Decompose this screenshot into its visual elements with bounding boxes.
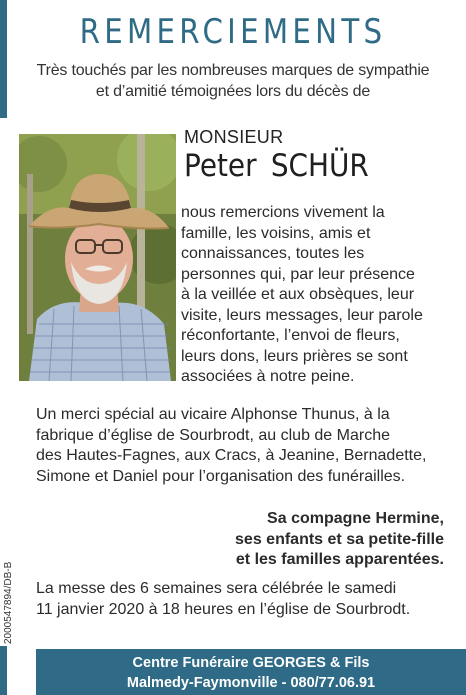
accent-bar-bottom xyxy=(0,646,7,695)
signature-line: Sa compagne Hermine, xyxy=(267,510,444,527)
mass-announcement xyxy=(36,579,410,620)
footer-contact: Malmedy-Faymonville - 080/77.06.91 xyxy=(126,675,376,691)
special-line: des Hautes-Fagnes, aux Cracs, à Jeanine, Bernadette, xyxy=(36,447,427,464)
intro-line: Très touchés par les nombreuses marques de sympathie xyxy=(36,62,430,79)
special-thanks-paragraph xyxy=(36,405,456,487)
footer-name: Centre Funéraire GEORGES & Fils xyxy=(132,655,370,671)
portrait-illustration xyxy=(19,134,176,381)
thanks-line: associées à notre peine. xyxy=(181,368,355,385)
intro-line: et d’amitié témoignées lors du décès de xyxy=(95,83,371,100)
portrait-photo xyxy=(19,134,176,381)
thanks-line: connaissances, toutes les xyxy=(181,245,365,262)
honorific: MONSIEUR xyxy=(184,127,284,147)
mass-line: La messe des 6 semaines sera célébrée le samedi xyxy=(36,580,397,597)
signature-line: et les familles apparentées. xyxy=(235,551,444,568)
deceased-name: Peter SCHÜR xyxy=(184,148,369,184)
signature-line: ses enfants et sa petite-fille xyxy=(235,530,444,548)
thanks-line: personnes qui, par leur présence xyxy=(181,265,415,283)
thanks-line: réconfortante, l’envoi de fleurs, xyxy=(181,327,400,344)
special-line: Un merci spécial au vicaire Alphonse Thunus, à la xyxy=(36,406,390,423)
page-title: REMERCIEMENTS xyxy=(79,12,387,52)
family-signature xyxy=(235,509,444,571)
reference-code: 2000547894/DB-B xyxy=(3,561,14,644)
mass-line: 11 janvier 2020 à 18 heures en l’église de Sourbrodt. xyxy=(36,600,411,618)
deceased-name-block xyxy=(184,126,389,184)
thanks-paragraph xyxy=(181,203,421,388)
funeral-home-footer xyxy=(36,649,466,695)
thanks-line: à la veillée et aux obsèques, leur xyxy=(181,286,415,303)
thanks-line: famille, les voisins, amis et xyxy=(181,224,371,242)
special-line: fabrique d’église de Sourbrodt, au club de Marche xyxy=(36,426,390,444)
special-line: Simone et Daniel pour l’organisation des funérailles. xyxy=(36,467,406,485)
accent-bar-top xyxy=(0,0,7,118)
thanks-line: leurs dons, leurs prières se sont xyxy=(181,347,408,365)
thanks-line: nous remercions vivement la xyxy=(181,204,385,221)
intro-text xyxy=(10,60,456,102)
thanks-line: visite, leurs messages, leur parole xyxy=(181,306,423,324)
